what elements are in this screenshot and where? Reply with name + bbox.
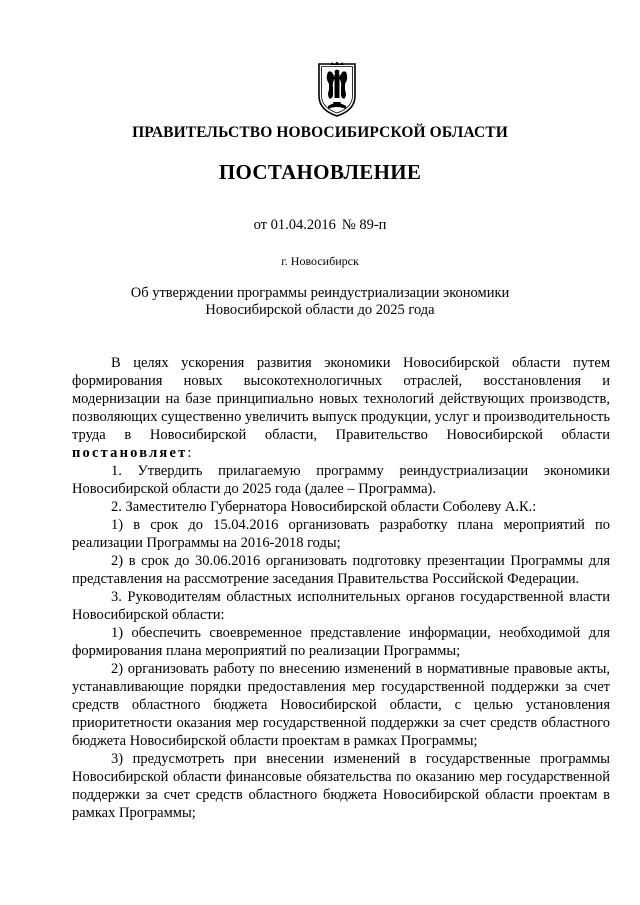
paragraph: 3) предусмотреть при внесении изменений в государственные программы Новосибирской области финансовые обязательства по оказанию мер государственной поддержки за счет средств областного бюджета Новосибирской области проектам в рамках Программы; — [72, 751, 610, 821]
resolution-keyword: постановляет — [72, 445, 188, 461]
intro-colon: : — [187, 445, 192, 461]
paragraph: 1) обеспечить своевременное представление информации, необходимой для формирования плана мероприятий по реализации Программы; — [72, 625, 610, 659]
paragraph: 1. Утвердить прилагаемую программу реиндустриализации экономики Новосибирской области до 2025 года (далее – Программа). — [72, 463, 610, 497]
paragraph: 2. Заместителю Губернатора Новосибирской области Соболеву А.К.: — [111, 499, 537, 515]
document-type-title: ПОСТАНОВЛЕНИЕ — [218, 160, 422, 184]
document-body — [72, 354, 610, 822]
document-city: г. Новосибирск — [281, 254, 359, 268]
document-date: от 01.04.2016 — [253, 217, 336, 233]
document-subject-line: Новосибирской области до 2025 года — [205, 302, 435, 318]
paragraph: 1) в срок до 15.04.2016 организовать разработку плана мероприятий по реализации Программы на 2016-2018 годы; — [72, 517, 610, 551]
paragraph: 2) в срок до 30.06.2016 организовать подготовку презентации Программы для представления на рассмотрение заседания Правительства Российской Федерации. — [72, 553, 610, 587]
organization-title: ПРАВИТЕЛЬСТВО НОВОСИБИРСКОЙ ОБЛАСТИ — [132, 124, 508, 141]
document-number: № 89-п — [341, 217, 387, 233]
document-subject-line: Об утверждении программы реиндустриализации экономики — [130, 285, 510, 301]
intro-text: В целях ускорения развития экономики Новосибирской области путем формирования новых высокотехнологичных отраслей, восстановления и модернизации на базе принципиально новых технологий действующих производств, позволяющих существенно увеличить выпуск продукции, услуг и производительность труда в Новосибирской области, Правительство Новосибирской области — [72, 355, 610, 443]
document-subject — [0, 285, 640, 319]
intro-paragraph — [72, 354, 610, 462]
paragraph: 2) организовать работу по внесению изменений в нормативные правовые акты, устанавливающие порядки предоставления мер государственной поддержки за счет средств областного бюджета Новосибирской области, с целью установления приоритетности оказания мер государственной поддержки за счет средств областного бюджета Новосибирской области проектам в рамках Программы; — [72, 661, 610, 749]
paragraph: 3. Руководителям областных исполнительных органов государственной власти Новосибирской области: — [72, 589, 610, 623]
coat-of-arms-icon — [316, 60, 358, 118]
document-date-number — [0, 217, 640, 234]
